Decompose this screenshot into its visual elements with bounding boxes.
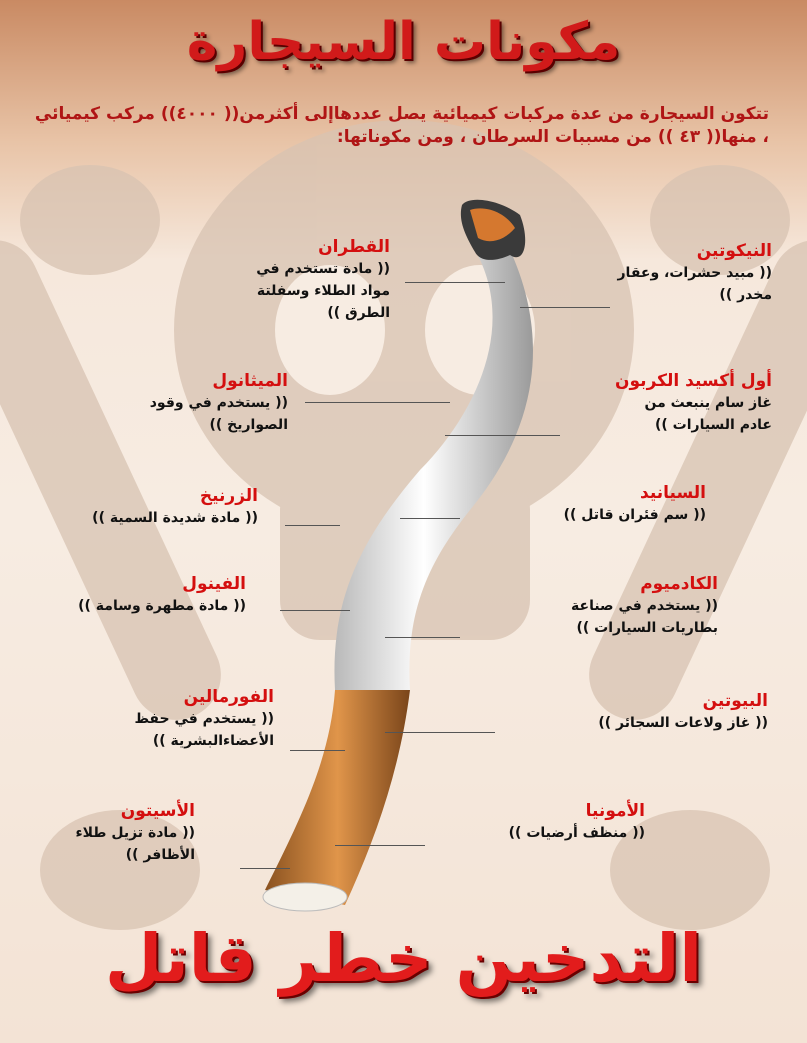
ingredient-name: الأمونيا: [585, 801, 645, 821]
ingredient-name: الزرنيخ: [199, 486, 258, 506]
ingredient-name: الفورمالين: [183, 687, 274, 707]
leader-line: [290, 750, 345, 751]
leader-line: [305, 402, 450, 403]
ingredient-desc: (( مادة تزيل طلاء الأظافر )): [75, 825, 195, 863]
intro-text: تتكون السيجارة من عدة مركبات كيميائية يصل عددهاإلى أكثرمن(( ٤٠٠٠)) مركب كيميائي ، منها(( ٤٣ )) من مسببات السرطان ، ومن مكوناتها:: [34, 104, 769, 147]
ingredient-ammonia: [385, 800, 645, 844]
ingredient-methanol: [28, 370, 288, 436]
ingredient-butane: [508, 690, 768, 734]
ingredient-carbon-monoxide: [512, 370, 772, 436]
ingredient-name: الكادميوم: [640, 574, 718, 594]
ingredient-desc: (( مادة شديدة السمية )): [92, 510, 258, 526]
ingredient-name: أول أكسيد الكربون: [615, 371, 772, 391]
ingredient-name: الفينول: [182, 574, 246, 594]
ingredient-name: السيانيد: [640, 483, 706, 503]
ingredient-desc: (( مادة تستخدم في مواد الطلاء وسفلتة الطرق )): [256, 261, 390, 321]
leader-line: [335, 845, 425, 846]
ingredient-desc: (( يستخدم في صناعة بطاريات السيارات )): [571, 598, 718, 636]
ingredient-desc: (( منظف أرضيات )): [508, 825, 645, 841]
footer-slogan: التدخين خطر قاتل: [105, 920, 702, 997]
leader-line: [405, 282, 505, 283]
leader-line: [240, 868, 290, 869]
ingredient-acetone: [0, 800, 195, 866]
ingredient-desc: (( سم فئران قاتل )): [563, 507, 706, 523]
ingredient-desc: (( يستخدم في وقود الصواريخ )): [149, 395, 288, 433]
ingredient-formalin: [14, 686, 274, 752]
ingredient-cyanide: [446, 482, 706, 526]
leader-line: [520, 307, 610, 308]
ingredient-desc: (( مبيد حشرات، وعقار مخدر )): [617, 265, 772, 303]
ingredient-name: الأسيتون: [120, 801, 195, 821]
ingredient-nicotine: [512, 240, 772, 306]
ingredient-phenol: [0, 573, 246, 617]
ingredient-desc: (( مادة مطهرة وسامة )): [78, 598, 246, 614]
ingredient-cadmium: [458, 573, 718, 639]
ingredient-desc: (( يستخدم في حفظ الأعضاءالبشرية )): [134, 711, 274, 749]
ingredient-name: القطران: [318, 237, 390, 257]
leader-line: [285, 525, 340, 526]
ingredient-arsenic: [0, 485, 258, 529]
ingredient-name: الميثانول: [212, 371, 288, 391]
leader-line: [385, 732, 495, 733]
ingredient-tar: [130, 236, 390, 324]
ingredient-name: النيكوتين: [696, 241, 772, 261]
leader-line: [385, 637, 460, 638]
ingredient-name: البيوتين: [702, 691, 768, 711]
ingredient-desc: غاز سام ينبعث من عادم السيارات )): [644, 395, 772, 433]
ingredient-desc: (( غاز ولاعات السجائر )): [598, 715, 768, 731]
page-title: مكونات السيجارة: [186, 12, 621, 72]
leader-line: [280, 610, 350, 611]
